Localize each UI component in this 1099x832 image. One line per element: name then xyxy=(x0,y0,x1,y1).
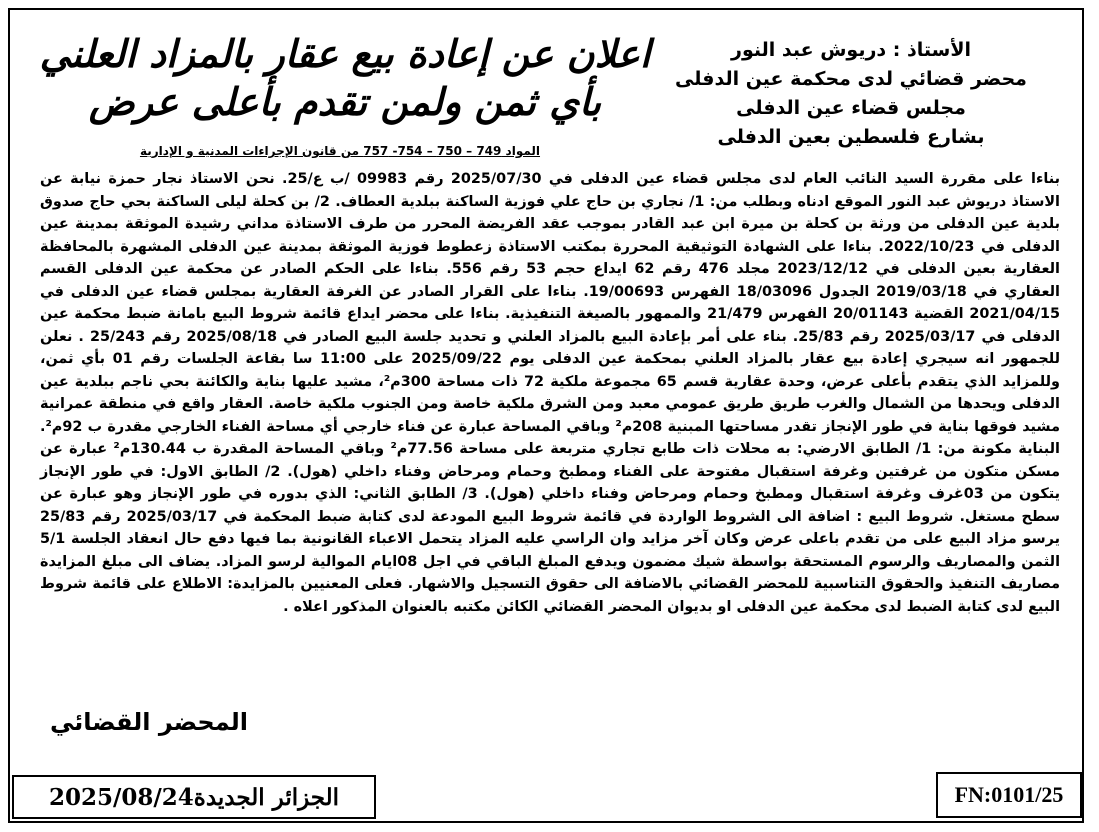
signature: المحضر القضائي xyxy=(50,708,249,736)
reference-box xyxy=(936,772,1082,818)
newspaper-box xyxy=(12,775,376,819)
notice-title xyxy=(30,30,660,126)
bailiff-court: محضر قضائي لدى محكمة عين الدفلى xyxy=(675,68,1027,90)
notice-body: بناءا على مقررة السيد النائب العام لدى مجلس قضاء عين الدفلى في 2025/07/30 رقم 09983 /ب ع/25. نحن الاستاذ نجار حمزة نيابة عن الاستاذ دريوش عبد النور الموقع ادناه وبطلب من: 1/ نجاري بن حاج علي فوزية الساكنة ببلدية العطاف. 2/ بن كحلة ليلى الساكنة بحي حاج صدوق بلدية عين الدفلى من ورثة بن كحلة بن ميرة ابن عبد القادر بموجب عقد الفريضة المحرر من طرف الاستاذة مداني رشيدة الموثقة بمدينة عين الدفلى في 2022/10/23. بناءا على الشهادة التوثيقية المحررة بمكتب الاستاذة زعطوط فوزية الموثقة بمدينة عين الدفلى المشهرة بالمحافظة العقارية بعين الدفلى في 2023/12/12 مجلد 476 رقم 62 ايداع حجم 53 رقم 556. بناءا على الحكم الصادر عن محكمة عين الدفلى القسم العقاري في 2019/03/18 الجدول 18/03096 الفهرس 19/00693. بناءا على القرار الصادر عن الغرفة العقارية بمجلس قضاء عين الدفلى في 2021/04/15 القضية 20/01143 الفهرس 21/479 والممهور بالصيغة التنفيذية. بناءا على محضر ايداع قائمة شروط البيع بامانة ضبط محكمة عين الدفلى في 2025/03/17 رقم 25/83. بناء على أمر بإعادة البيع بالمزاد العلني و تحديد جلسة البيع الصادر في 2025/08/18 رقم 25/243 . نعلن للجمهور انه سيجري إعادة بيع عقار بالمزاد العلني بمحكمة عين الدفلى يوم 2025/09/22 على 11:00 سا بقاعة الجلسات رقم 01 بأي ثمن، وللمزايد الذي يتقدم بأعلى عرض، وحدة عقارية قسم 65 مجموعة ملكية 72 ذات مساحة 300م²، مشيد عليها بناية والكائنة بحي ناجم ببلدية عين الدفلى ويحدها من الشمال والغرب طريق طريق عمومي معبد ومن الشرق ملكية خاصة ومن الجنوب ملكية خاصة. العقار واقع في منطقة عمرانية مشيد فوقها بناية في طور الإنجاز تقدر مساحتها المبنية 208م² وباقي المساحة عبارة عن فناء خارجي أي مساحة الفناء الخارجي مقدرة ب 92م². البناية مكونة من: 1/ الطابق الارضي: به محلات ذات طابع تجاري متربعة على مساحة 77.56م² وباقي المساحة المقدرة ب 130.44م² عبارة عن مسكن متكون من غرفتين وغرفة استقبال مفتوحة على الفناء ومطبخ وحمام ومرحاض وفناء داخلي (هول). 2/ الطابق الاول: في طور الإنجاز يتكون من 03غرف وغرفة استقبال ومطبخ وحمام ومرحاض وفناء داخلي (هول). 3/ الطابق الثاني: الذي بدوره في طور الإنجاز وهو عبارة عن سطح مستغل. شروط البيع : اضافة الى الشروط الواردة في قائمة شروط البيع المودعة لدى كتابة ضبط المحكمة في 2025/03/17 رقم 25/83 يرسو مزاد البيع على من تقدم باعلى عرض وكان آخر مزايد وان الراسي عليه المزاد يتحمل الاعباء القانونية بما فيها دفع حال انعقاد الجلسة 5/1 الثمن والمصاريف والرسوم المستحقة بواسطة شيك مضمون ويدفع المبلغ الباقي في اجل 08ايام الموالية لرسو المزاد. يضاف الى مبلغ المزايدة مصاريف التنفيذ والحقوق التناسبية للمحضر القضائي بالاضافة الى حقوق التسجيل والاشهار. فعلى المعنيين بالمزايدة: الاطلاع على قائمة شروط البيع لدى كتابة الضبط لدى محكمة عين الدفلى او بديوان المحضر القضائي الكائن مكتبه بالعنوان المذكور اعلاه . xyxy=(40,171,1061,615)
bailiff-council: مجلس قضاء عين الدفلى xyxy=(736,97,966,119)
bailiff-name: الأستاذ : دريوش عبد النور xyxy=(731,39,971,61)
reference-number: FN:0101/25 xyxy=(954,782,1064,807)
title-line-2: بأي ثمن ولمن تقدم بأعلى عرض xyxy=(88,79,602,124)
bailiff-info xyxy=(671,36,1031,152)
bailiff-address: بشارع فلسطين بعين الدفلى xyxy=(717,126,985,148)
newspaper-name: الجزائر الجديدة xyxy=(193,783,340,811)
legal-articles: المواد 749 – 750 – 754- 757 من قانون الإجراءات المدنية و الإدارية xyxy=(139,144,541,158)
publication-date: 2025/08/24 xyxy=(48,783,194,811)
title-line-1: اعلان عن إعادة بيع عقار بالمزاد العلني xyxy=(39,31,651,76)
